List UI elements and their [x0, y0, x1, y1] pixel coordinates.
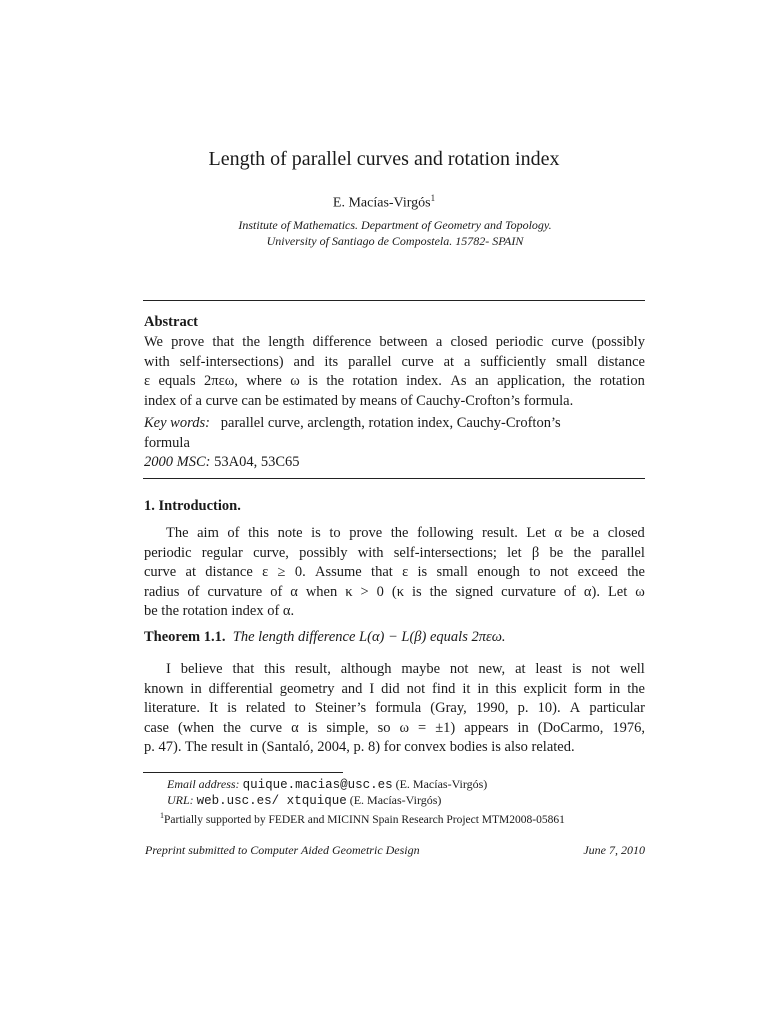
intro-p1-line-4: radius of curvature of α when κ > 0 (κ is the signed curvature of α). Let ω [144, 583, 645, 600]
affiliation-line-1: Institute of Mathematics. Department of Geometry and Topology. [238, 218, 552, 232]
url-link[interactable]: web.usc.es/ xtquique [196, 794, 347, 808]
funding-footnote-mark: 1 [160, 811, 164, 820]
theorem-1-1 [144, 628, 645, 648]
intro-p1-line-1: The aim of this note is to prove the following result. Let α be a closed [166, 525, 645, 541]
author-line [0, 193, 768, 212]
abstract-top-rule [143, 300, 645, 301]
footnote-funding [160, 808, 565, 828]
section-heading-introduction: 1. Introduction. [144, 498, 241, 514]
intro-p1-line-2: periodic regular curve, possibly with self-intersections; let β be the parallel [144, 544, 645, 561]
abstract-line-3: ε equals 2πεω, where ω is the rotation index. As an application, the rotation [144, 373, 645, 389]
intro-p2-line-2: known in differential geometry and I did not find it in this explicit form in the [144, 680, 645, 697]
msc-value: 53A04, 53C65 [214, 454, 300, 470]
abstract-bottom-rule [143, 478, 645, 479]
footnote-url [167, 792, 441, 809]
intro-p2-line-5: p. 47). The result in (Santaló, 2004, p. 8) for convex bodies is also related. [144, 739, 575, 755]
url-owner: (E. Macías-Virgós) [349, 793, 442, 807]
abstract-body [144, 333, 645, 411]
msc-label: 2000 MSC: [144, 454, 211, 470]
footnote-rule [143, 772, 343, 773]
email-label: Email address: [167, 777, 240, 791]
author-name: E. Macías-Virgós [332, 195, 431, 211]
footnote-email [167, 776, 487, 793]
abstract-heading: Abstract [144, 314, 198, 330]
intro-p1-line-3: curve at distance ε ≥ 0. Assume that ε is small enough to not exceed the [144, 564, 645, 580]
intro-p2-line-1: I believe that this result, although maybe not new, at least is not well [166, 661, 645, 677]
footer-date: June 7, 2010 [583, 843, 645, 857]
intro-p2-line-3: literature. It is related to Steiner’s formula (Gray, 1990, p. 10). A particular [144, 700, 645, 716]
theorem-statement: The length difference L(α) − L(β) equals 2πεω. [232, 629, 506, 645]
abstract-line-4: index of a curve can be estimated by means of Cauchy-Crofton’s formula. [144, 392, 574, 409]
keywords-block [144, 414, 645, 473]
keywords-label: Key words: [144, 415, 210, 431]
footer-journal: Preprint submitted to Computer Aided Geometric Design [145, 843, 420, 857]
intro-p1-line-5: be the rotation index of α. [144, 603, 295, 619]
abstract-line-2: with self-intersections) and its parallel curve at a sufficiently small distance [144, 353, 645, 370]
msc-line [144, 453, 645, 473]
funding-text: Partially supported by FEDER and MICINN Spain Research Project MTM2008-05861 [164, 813, 565, 826]
theorem-label: Theorem 1.1. [144, 629, 226, 645]
intro-paragraph-2 [144, 660, 645, 758]
email-link[interactable]: quique.macias@usc.es [242, 778, 393, 792]
keywords-text: parallel curve, arclength, rotation index, Cauchy-Crofton’s [220, 415, 561, 431]
url-label: URL: [167, 793, 194, 807]
author-footnote-mark: 1 [430, 193, 436, 203]
intro-paragraph-1 [144, 524, 645, 622]
keywords-line-2: formula [144, 434, 190, 451]
intro-p2-line-4: case (when the curve α is simple, so ω = ±1) appears in (DoCarmo, 1976, [144, 719, 645, 736]
affiliation-line-2: University of Santiago de Compostela. 15782- SPAIN [266, 234, 524, 248]
keywords-line-1 [144, 414, 645, 434]
paper-title: Length of parallel curves and rotation index [208, 148, 560, 170]
abstract-line-1: We prove that the length difference between a closed periodic curve (possibly [144, 334, 645, 350]
email-owner: (E. Macías-Virgós) [395, 777, 488, 791]
